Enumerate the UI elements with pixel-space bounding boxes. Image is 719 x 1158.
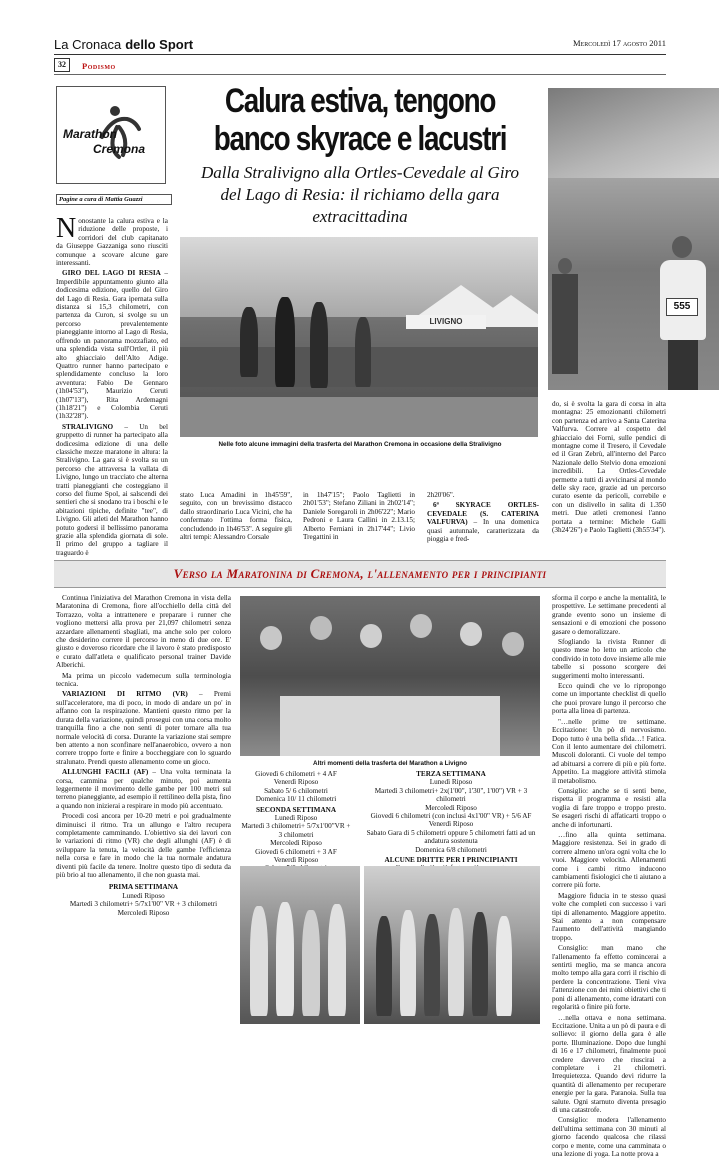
runner bbox=[376, 916, 392, 1016]
road bbox=[180, 397, 538, 437]
page-credit: Pagine a cura di Mattia Guazzi bbox=[56, 194, 172, 205]
runner bbox=[424, 914, 440, 1016]
runner bbox=[240, 307, 258, 377]
article1-col5: do, si è svolta la gara di corsa in alta montagna: 25 emozionanti chilometri con partenza ed arrivo a Santa Caterina Valfurva. Correre al cospetto del ghiacciaio dei Forni, sulle pendici di montagne come il Tresero, il Cevedale ed il Gran Zebrù, all'interno del Parco Nazionale dello Stelvio dona emozioni incredibili. La Ortles-Cevedale permette a tutti di avvicinarsi al mondo delle sky race, grazie ad un percorso curato esente da pericoli, correbile e con un dislivello in salita di 1.350 metri. Due atleti cremonesi l'anno portata a termine: Michele Galli (3h24'26") e Paolo Taglietti (3h55'34"). bbox=[552, 400, 666, 535]
runner bbox=[400, 910, 416, 1016]
issue-date: Mercoledì 17 agosto 2011 bbox=[572, 38, 666, 48]
section-rule bbox=[54, 74, 666, 75]
runner-photo bbox=[548, 88, 719, 390]
photo2-caption: Altri momenti della trasferta del Marathon a Livigno bbox=[313, 760, 467, 767]
headline bbox=[172, 82, 548, 228]
race-bib: 555 bbox=[666, 298, 698, 316]
runner-body bbox=[552, 274, 578, 374]
sponsor-banner: LIVIGNO bbox=[406, 315, 486, 329]
masthead bbox=[54, 36, 666, 56]
runner bbox=[496, 916, 512, 1016]
article1-col3: in 1h47'15"; Paolo Taglietti in 2h01'53"; Stefano Ziliani in 2h02'14"; Daniele Soregaroli in 2h06'22"; Mario Pedroni e Laura Callini in 2.13.15; Alberto Ferniani in 2h17'44"; Livio Tregattini in bbox=[303, 491, 415, 542]
masthead-rule bbox=[54, 54, 666, 55]
article2-col2: Giovedì 6 chilometri + 4 AF Venerdì Riposo Sabato 5/ 6 chilometri Domenica 10/ 11 chilometri SECONDA SETTIMANA Lunedì Riposo Martedì 3 chilometri+ 5/7x1'00"VR + 3 chilometri Mercoledì Riposo Giovedì 6 chilometri + 3 AF Venerdì Riposo bbox=[241, 770, 351, 865]
runner bbox=[275, 297, 295, 387]
runner bbox=[472, 912, 488, 1016]
person bbox=[410, 614, 432, 638]
logo-line2: Cremona bbox=[93, 142, 146, 156]
plan-heading: SECONDA SETTIMANA bbox=[255, 805, 337, 814]
runner-legs bbox=[668, 340, 698, 390]
logo-line1: Marathon bbox=[63, 127, 117, 141]
article2-col1: Continua l'iniziativa del Marathon Cremona in vista della Maratonina di Cremona, fiore all'occhiello della città del Torrazzo, volta a intrattenere e preparare i runner che vogliono mettersi alla prova per 21,097 chilometri senza azzardare allenamenti sbagliati, ma anche solo per coloro che desiderino correre il percorso in meno di due ore. E' giusto e doveroso ricordare che il lavoro è stato predisposto e curato dall'atleta e qualificato personal trainer Davide Alberichi. Ma prima un piccolo vademecum sulla terminologia tecnica. VARIAZIONI DI RITMO (VR) – Premi sull'acceleratore, ma di poco, in modo di andare un po' in affanno con la respirazione. Mantieni questo ritmo per la durata della variazione, quindi prosegui con una corsa molto tranquilla fino a che non senti di poter tornare alla tua normale velocità di corsa. Durante la variazione stai sempre ben attento a non sconfinare nell'anaerobico, ovvero a non correre troppo forte e finire a boccheggiare con lo sguardo stralunato. Prendi questo allenamento come un gioco. ALLUNGHI FACILI (AF) – Una volta terminata la corsa, cammina per qualche minuto, poi aumenta leggermente il movimento delle gambe per 100 metri sul terreno pianeggiante, ad esempio il rettilineo della pista, fino a quando non inizierai a respirare in modo più accentuato. Procedi così ancora per 10-20 metri e poi gradualmente diminuisci il ritmo. Tra un allungo e l'altro recupera completamente camminando. L'obiettivo sia dei lavori con le variazioni di ritmo (VR) che degli allunghi (AF) è di sviluppare la tenuta, la velocità delle gambe l'efficienza nella corsa e fare in modo che la tua normale andatura diventi più facile da tenere. Inoltre questo tipo di seduta da più brio al tuo allenamento, il che non guasta mai. PRIMA SETTIMANA Lunedì Riposo Martedì 3 chilometri+ 5/7x1'00" VR + 3 chilometri Mercoledì Riposo bbox=[56, 594, 231, 917]
section-label: Podismo bbox=[82, 61, 116, 71]
runner bbox=[310, 302, 328, 388]
page-number: 32 bbox=[54, 58, 70, 72]
headline-line1: Calura estiva, tengono bbox=[224, 82, 496, 120]
subheadline-line1: Dalla Stralivigno alla Ortles-Cevedale al Giro bbox=[200, 163, 520, 182]
runner-head bbox=[672, 236, 692, 258]
article1-col1: Nonostante la calura estiva e la riduzione delle proposte, i corridori del club capitanato da Giuseppe Gazzaniga sono riusciti comunque a scovare alcune gare interessanti. GIRO DEL LAGO DI RESIA – Imperdibile appuntamento giunto alla dodicesima edizione, quello del Giro del Lago di Resia. Gara ipernata sulla distanza si 15,3 chilometri, con partenza da Curon, si svolge su un percorso prevalentemente pianeggiante intorno al Lago di Resia, offrendo un panorama mozzafiato, ed una splendida vista sull'Ortler, il più alto ghiacciaio dell'Alto Adige. Quattro runner hanno partecipato e splendidamente concluso la loro avventura: Fabio De Gennaro (1h04'53"), Maurizio Ceruti (1h07'13"), Rita Ardemagni (1h18'21") e Colombia Ceruti (1h32'28"). STRALIVIGNO – Un bel gruppetto di runner ha partecipato alla dodicesima edizione di una delle classiche mezze maratone in altura: la Stralivigno. La gara si è svolta su un percorso che attraversa la vallata di Livigno, lungo un tracciato che alterna tratti pianeggianti che costeggiano il corso del fiume Spol, ai salscendi dei sentieri che si snodano tra i boschi e le abitazioni tipiche, definite "tee", di Livigno. Gli atleti del Marathon hanno potuto godersi il bellissimo panorama grazie alla splendida giornata di sole. Il primo del gruppo a tagliare il traguardo è bbox=[56, 213, 168, 557]
club-logo bbox=[56, 86, 166, 184]
section2-bar bbox=[54, 560, 666, 588]
runner bbox=[276, 902, 294, 1016]
article1-col2: stato Luca Amadini in 1h45'59", seguito, con un brevissimo distacco dallo straordinario Luca Vicini, che ha confermato l'ottima forma fisica, concludendo in 1h46'53". A seguire gli altri tempi: Alessandro Corsale bbox=[180, 491, 292, 542]
drop-cap: N bbox=[56, 213, 77, 244]
subheadline-line2: del Lago di Resia: il richiamo della gara extracittadina bbox=[220, 185, 500, 226]
team-photo-right bbox=[364, 866, 540, 1024]
article2-col4: sforma il corpo e anche la mentalità, le prospettive. Le settimane precedenti al grande evento sono un insieme di sensazioni e di emozioni che possono gasare o demoralizzare. Sfogliando la rivista Runner di questo mese ho letto un articolo che condivido in toto dove insieme alle mie tabelle si possono scorgere dei suggerimenti molto interessanti. Ecco quindi che ve lo ripropongo come un importante checklist di quello che puoi provare lungo il percorso che porta alla linea di partenza. "…nelle prime tre settimane. Eccitazione: Un pò di nervosismo. Dopo tutto è una bella sfida…! Fatica. Con il lento aumentare dei chilometri. Muscoli doloranti. Ci vuole del tempo ad abituarsi a correre di più e più forte. Appetito. La maggiore attività stimola il metabolismo. Consiglio: anche se ti senti bene, rispetta il programma e resisti alla voglia di fare troppo e troppo presto. Se esageri rischi di affaticarti troppo o anche di infortunarti. …fino alla quinta settimana. Maggiore resistenza. Sei in grado di correre almeno un'ora ogni volta che lo vuoi. Maggiore velocità. Allenamenti come i cambi ritmo inducono cambiamenti fisiologici che ti aiutano a correre più forte. Maggiore fiducia in te stesso quasi volte che completi con successo i vari tipi di allenamento. Maggiore appetito. Stai attento a non compensare l'aumento dell'attività mangiando troppo. Consiglio: man mano che l'allenamento fa effetto comincerai a sentirti meglio, ma se manca ancora molto tempo alla gara corri il rischio di perdere la concentrazione. Tieni viva l'attenzione con dei mini obiettivi che ti poni di allenamento, come idratarti con regolarità o finire più forte. …nella ottava e nona settimana. Eccitazione. Unita a un pò di paura e di sollievo: il giorno della gara è alle porte. Illuminazione. Dopo due lunghi di 16 e 17 chilometri, finalmente puoi credere davvero che riuscirai a completare i 21 chilometri. Irrequietezza. Quando devi ridurre la quantità di allenamento per recuperare energie per la gara. Paranoia. Sulla tua salute. Ogni starnuto diventa presagio di una catastrofe. Consiglio: modera l'allenamento dell'ultima settimana con 30 minuti al giorno facendo qualcosa che rilassi corpo e mente, come una camminata o una lezione di yoga. La notte prova a bbox=[552, 594, 666, 1158]
group-photo bbox=[240, 596, 540, 756]
person bbox=[460, 622, 482, 646]
brand-bold: dello Sport bbox=[125, 37, 194, 52]
plan-line: Martedì 3 chilometri+ 5/7x1'00" VR + 3 chilometri bbox=[69, 900, 218, 909]
runner bbox=[250, 906, 268, 1016]
photo1-caption: Nelle foto alcune immagini della trasferta del Marathon Cremona in occasione della Stralivigno bbox=[218, 441, 502, 448]
person bbox=[360, 624, 382, 648]
plan-heading: TERZA SETTIMANA bbox=[416, 770, 486, 778]
mountains bbox=[548, 88, 719, 178]
runner bbox=[328, 904, 346, 1016]
section2-title: Verso la Maratonina di Cremona, l'allenamento per i principianti bbox=[173, 566, 547, 581]
plan-line: Lunedì Riposo bbox=[122, 891, 165, 900]
tips-heading: ALCUNE DRITTE PER I PRINCIPIANTI bbox=[384, 856, 518, 865]
runner bbox=[448, 908, 464, 1016]
person bbox=[502, 632, 524, 656]
article2-col3: TERZA SETTIMANA Lunedì Riposo Martedì 3 chilometri+ 2x(1'00", 1'30", 1'00") VR + 3 chilometri Mercoledì Riposo Giovedì 6 chilometri (con inclusi 4x1'00" VR) + 5/6 AF Venerdì Riposo Sabato Gara di 5 chilometri oppure 5 chilometri fatti ad un andatura sostenuta Domenica 6/8 chilometri ALCUNE DRITTE PER I PRINCIPIANTI bbox=[362, 770, 540, 850]
team-photo-left bbox=[240, 866, 360, 1024]
plan-line: Mercoledì Riposo bbox=[117, 908, 170, 917]
runner bbox=[355, 317, 371, 387]
runner bbox=[302, 910, 320, 1016]
table bbox=[280, 696, 500, 756]
brand-light: La Cronaca bbox=[54, 37, 122, 52]
headline-line2: banco skyrace e lacustri bbox=[213, 120, 507, 158]
article1-col4: 2h20'06". 6ª SKYRACE ORTLES-CEVEDALE (S. CATERINA VALFURVA) – In una domenica quasi autunnale, caratterizzata da pioggia e fred- bbox=[427, 491, 539, 544]
plan-heading: PRIMA SETTIMANA bbox=[108, 883, 179, 892]
runner-head bbox=[558, 258, 572, 274]
race-photo bbox=[180, 237, 538, 437]
person bbox=[260, 626, 282, 650]
person bbox=[310, 616, 332, 640]
